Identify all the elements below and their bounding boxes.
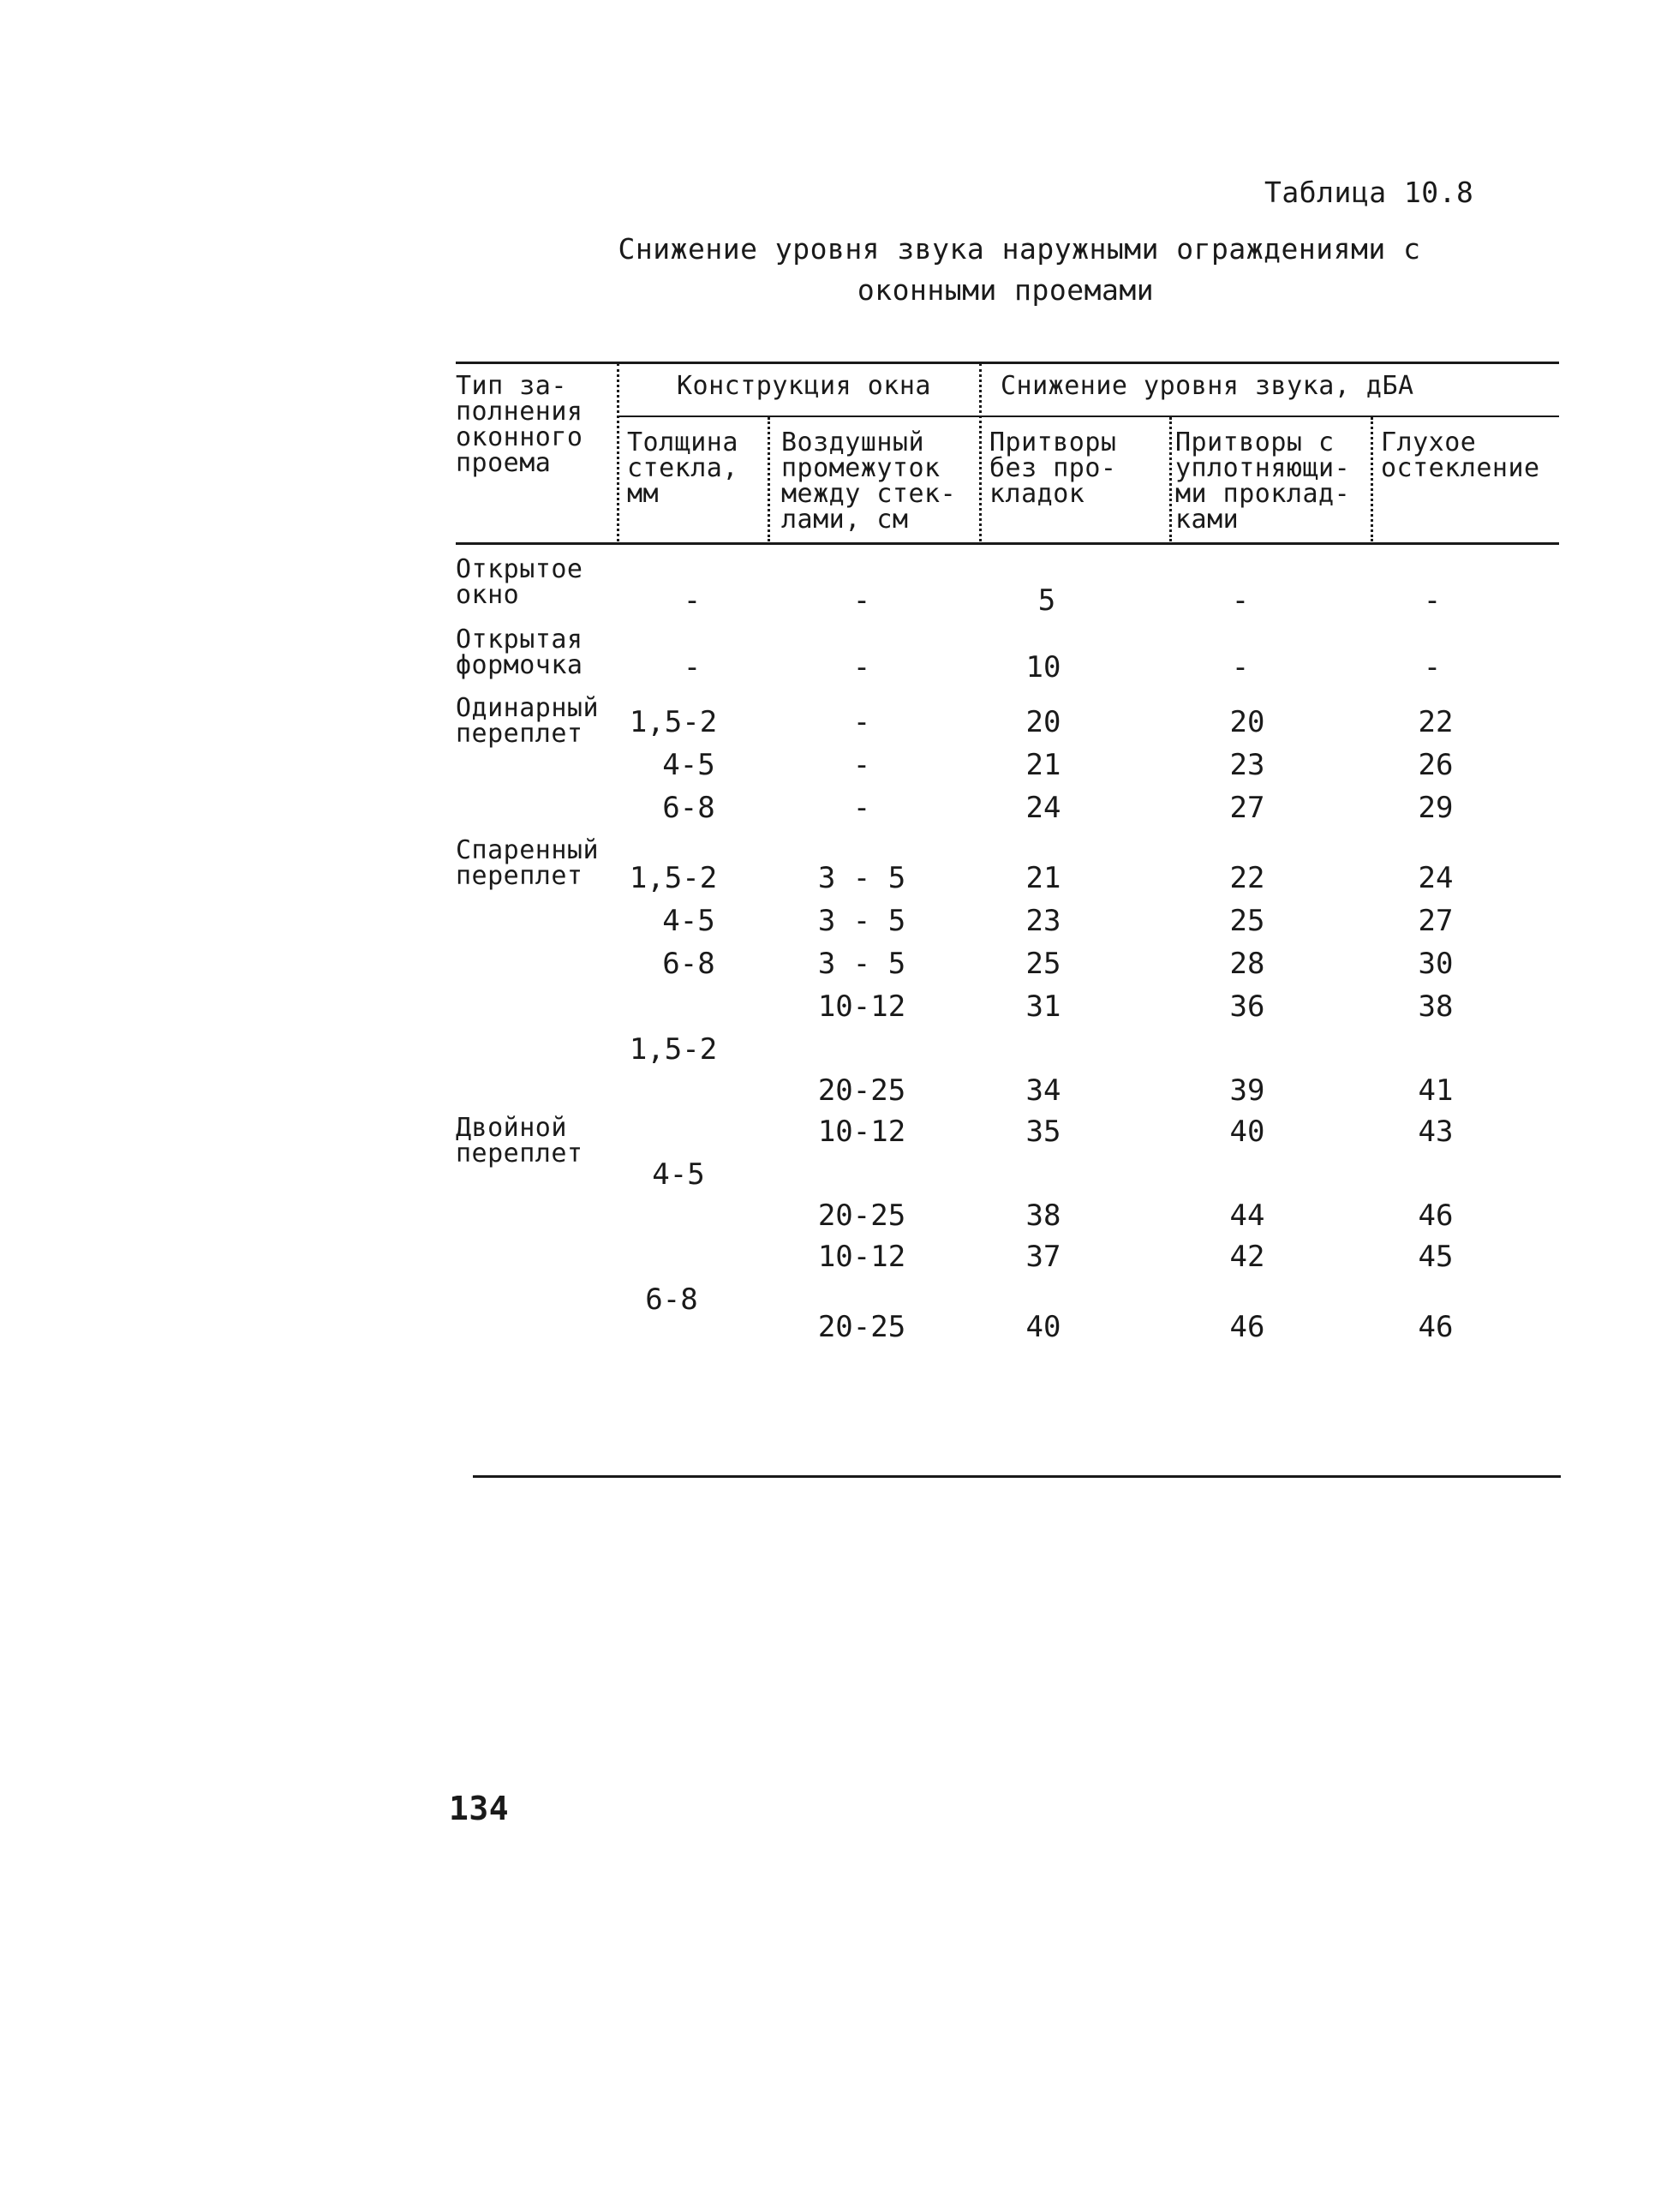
- cell-no-gaskets: 25: [1025, 947, 1061, 981]
- header-separator: [1169, 417, 1172, 541]
- header-with-gaskets: Притворы с уплотняющи- ми проклад- ками: [1175, 427, 1351, 535]
- cell-air-gap: -: [852, 748, 871, 782]
- cell-blind-glazing: 24: [1418, 861, 1454, 895]
- table-end-rule: [473, 1475, 1561, 1478]
- row-label-coupled-frame: Спаренный переплет: [456, 835, 600, 891]
- cell-air-gap: -: [852, 791, 871, 825]
- cell-blind-glazing: -: [1423, 583, 1442, 618]
- cell-blind-glazing: 38: [1418, 989, 1454, 1024]
- cell-blind-glazing: 22: [1418, 705, 1454, 739]
- header-separator: [979, 363, 982, 541]
- cell-no-gaskets: 31: [1025, 989, 1061, 1024]
- cell-glass-thickness: 6-8: [645, 1282, 698, 1317]
- row-label-single-frame: Одинарный переплет: [456, 693, 600, 749]
- cell-blind-glazing: 27: [1418, 904, 1454, 938]
- header-glass-thickness: Толщина стекла, мм: [627, 427, 738, 509]
- cell-blind-glazing: 46: [1418, 1310, 1454, 1344]
- header-window-construction: Конструкция окна: [677, 371, 931, 401]
- cell-blind-glazing: 29: [1418, 791, 1454, 825]
- cell-with-gaskets: 27: [1229, 791, 1265, 825]
- header-bottom-rule: [456, 542, 1559, 545]
- table-number: Таблица 10.8: [1264, 176, 1474, 209]
- cell-glass-thickness: 4-5: [662, 748, 715, 782]
- cell-blind-glazing: 46: [1418, 1199, 1454, 1233]
- cell-no-gaskets: 40: [1025, 1310, 1061, 1344]
- cell-no-gaskets: 34: [1025, 1073, 1061, 1108]
- cell-glass-thickness: 1,5-2: [629, 705, 718, 739]
- cell-with-gaskets: -: [1231, 650, 1250, 685]
- header-sound-reduction: Снижение уровня звука, дБА: [1001, 371, 1414, 401]
- header-fill-type: Тип за- полнения оконного проема: [456, 371, 583, 478]
- cell-glass-thickness: 4-5: [662, 904, 715, 938]
- cell-air-gap: 10-12: [817, 1240, 906, 1274]
- header-separator: [617, 363, 619, 541]
- page-number: 134: [449, 1790, 510, 1827]
- cell-no-gaskets: 23: [1025, 904, 1061, 938]
- table-top-rule: [456, 362, 1559, 364]
- cell-glass-thickness: 6-8: [662, 947, 715, 981]
- cell-blind-glazing: 30: [1418, 947, 1454, 981]
- header-air-gap: Воздушный промежуток между стек- лами, см: [781, 427, 957, 535]
- cell-air-gap: 3 - 5: [817, 904, 906, 938]
- cell-air-gap: 10-12: [817, 1115, 906, 1149]
- cell-with-gaskets: 23: [1229, 748, 1265, 782]
- cell-air-gap: -: [852, 650, 871, 685]
- cell-with-gaskets: 39: [1229, 1073, 1265, 1108]
- row-label-double-frame: Двойной переплет: [456, 1113, 583, 1169]
- cell-air-gap: -: [852, 583, 871, 618]
- cell-glass-thickness: 6-8: [662, 791, 715, 825]
- cell-no-gaskets: 10: [1025, 650, 1061, 685]
- cell-glass-thickness: 4-5: [652, 1157, 705, 1192]
- cell-with-gaskets: 36: [1229, 989, 1265, 1024]
- cell-no-gaskets: 21: [1025, 861, 1061, 895]
- cell-with-gaskets: -: [1231, 583, 1250, 618]
- cell-glass-thickness: 1,5-2: [629, 861, 718, 895]
- cell-air-gap: 3 - 5: [817, 947, 906, 981]
- row-label-open-window: Открытое окно: [456, 554, 583, 610]
- header-separator: [1371, 417, 1373, 541]
- table-title-line-2: оконными проемами: [857, 273, 1155, 307]
- cell-air-gap: 20-25: [817, 1199, 906, 1233]
- cell-with-gaskets: 40: [1229, 1115, 1265, 1149]
- header-no-gaskets: Притворы без про- кладок: [989, 427, 1117, 509]
- cell-no-gaskets: 38: [1025, 1199, 1061, 1233]
- cell-glass-thickness: -: [683, 583, 702, 618]
- cell-no-gaskets: 35: [1025, 1115, 1061, 1149]
- cell-blind-glazing: -: [1423, 650, 1442, 685]
- cell-with-gaskets: 25: [1229, 904, 1265, 938]
- cell-with-gaskets: 22: [1229, 861, 1265, 895]
- cell-with-gaskets: 28: [1229, 947, 1265, 981]
- cell-blind-glazing: 41: [1418, 1073, 1454, 1108]
- cell-with-gaskets: 42: [1229, 1240, 1265, 1274]
- cell-with-gaskets: 46: [1229, 1310, 1265, 1344]
- cell-glass-thickness: -: [683, 650, 702, 685]
- cell-with-gaskets: 44: [1229, 1199, 1265, 1233]
- cell-no-gaskets: 20: [1025, 705, 1061, 739]
- header-blind-glazing: Глухое остекление: [1381, 427, 1540, 483]
- cell-air-gap: 3 - 5: [817, 861, 906, 895]
- cell-no-gaskets: 5: [1037, 583, 1056, 618]
- cell-air-gap: 10-12: [817, 989, 906, 1024]
- cell-glass-thickness: 1,5-2: [629, 1032, 718, 1067]
- cell-air-gap: -: [852, 705, 871, 739]
- cell-no-gaskets: 24: [1025, 791, 1061, 825]
- cell-with-gaskets: 20: [1229, 705, 1265, 739]
- cell-no-gaskets: 37: [1025, 1240, 1061, 1274]
- cell-blind-glazing: 43: [1418, 1115, 1454, 1149]
- cell-air-gap: 20-25: [817, 1073, 906, 1108]
- row-label-open-vent: Открытая формочка: [456, 625, 583, 680]
- cell-blind-glazing: 45: [1418, 1240, 1454, 1274]
- cell-air-gap: 20-25: [817, 1310, 906, 1344]
- cell-no-gaskets: 21: [1025, 748, 1061, 782]
- cell-blind-glazing: 26: [1418, 748, 1454, 782]
- header-separator: [768, 417, 770, 541]
- table-title-line-1: Снижение уровня звука наружными ограждениями с: [618, 232, 1421, 266]
- header-sub-rule: [618, 415, 1559, 417]
